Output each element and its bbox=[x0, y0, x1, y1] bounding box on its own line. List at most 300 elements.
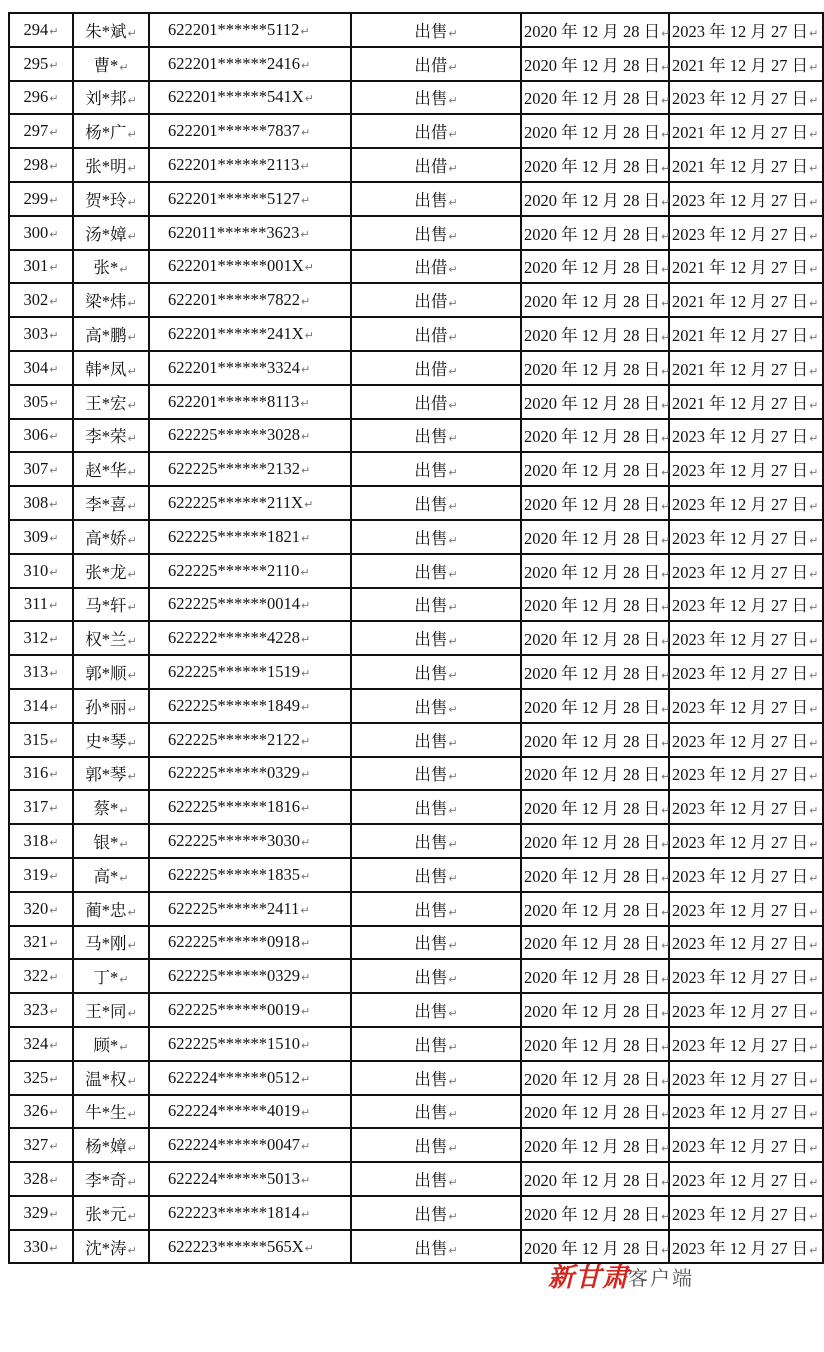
holder-name: 高* bbox=[93, 866, 119, 886]
end-date: 2023 年 12 月 27 日 bbox=[672, 799, 809, 819]
return-mark: ↵ bbox=[301, 58, 311, 72]
end-date: 2021 年 12 月 27 日 bbox=[672, 393, 809, 413]
holder-name-cell bbox=[73, 283, 149, 317]
return-mark: ↵ bbox=[448, 702, 458, 716]
return-mark: ↵ bbox=[448, 26, 458, 40]
end-date: 2023 年 12 月 27 日 bbox=[672, 697, 809, 717]
transaction-type-cell bbox=[351, 790, 521, 824]
holder-name: 杨*广 bbox=[85, 123, 127, 143]
return-mark: ↵ bbox=[809, 297, 819, 311]
holder-name: 李*奇 bbox=[85, 1170, 127, 1190]
return-mark: ↵ bbox=[661, 939, 671, 953]
transaction-type: 出售 bbox=[414, 21, 448, 41]
start-date-cell bbox=[521, 81, 669, 115]
start-date-cell bbox=[521, 452, 669, 486]
return-mark: ↵ bbox=[448, 331, 458, 345]
holder-name: 王*同 bbox=[85, 1002, 127, 1021]
table-row bbox=[9, 790, 823, 824]
return-mark: ↵ bbox=[661, 229, 671, 243]
transaction-type-cell bbox=[351, 317, 521, 351]
return-mark: ↵ bbox=[49, 1241, 59, 1255]
end-date: 2021 年 12 月 27 日 bbox=[672, 123, 809, 143]
return-mark: ↵ bbox=[49, 903, 59, 917]
return-mark: ↵ bbox=[448, 1007, 458, 1020]
start-date: 2020 年 12 月 28 日 bbox=[524, 326, 661, 346]
holder-name: 李*荣 bbox=[85, 427, 127, 447]
id-number-cell bbox=[149, 858, 351, 892]
id-number-cell bbox=[149, 1230, 351, 1264]
holder-name: 蔺*忠 bbox=[85, 900, 127, 920]
holder-name-cell bbox=[73, 351, 149, 385]
return-mark: ↵ bbox=[49, 802, 59, 816]
row-number: 306 bbox=[23, 425, 49, 445]
id-number-cell bbox=[149, 13, 351, 47]
return-mark: ↵ bbox=[300, 565, 310, 579]
id-number: 622201******7822 bbox=[168, 290, 300, 310]
return-mark: ↵ bbox=[127, 432, 137, 446]
return-mark: ↵ bbox=[127, 297, 137, 311]
transaction-type: 出借 bbox=[414, 55, 448, 75]
return-mark: ↵ bbox=[127, 94, 137, 108]
table-row bbox=[9, 351, 823, 385]
return-mark: ↵ bbox=[448, 60, 458, 74]
return-mark: ↵ bbox=[661, 195, 671, 209]
holder-name: 蔡* bbox=[93, 799, 119, 819]
start-date: 2020 年 12 月 28 日 bbox=[524, 765, 661, 785]
return-mark: ↵ bbox=[119, 1040, 129, 1054]
row-number: 322 bbox=[23, 966, 49, 986]
return-mark: ↵ bbox=[127, 195, 137, 209]
row-number: 314 bbox=[23, 695, 49, 715]
return-mark: ↵ bbox=[300, 396, 310, 410]
table-row bbox=[9, 182, 823, 216]
table-row bbox=[9, 824, 823, 858]
return-mark: ↵ bbox=[301, 667, 311, 681]
transaction-type-cell bbox=[351, 250, 521, 284]
holder-name: 贺*玲 bbox=[85, 190, 127, 210]
return-mark: ↵ bbox=[49, 633, 59, 647]
holder-name: 韩*凤 bbox=[85, 359, 127, 379]
row-number: 319 bbox=[23, 864, 49, 884]
holder-name: 张* bbox=[93, 258, 119, 278]
table-row bbox=[9, 114, 823, 148]
transaction-type-cell bbox=[351, 689, 521, 723]
return-mark: ↵ bbox=[127, 331, 137, 345]
return-mark: ↵ bbox=[301, 599, 311, 613]
holder-name-cell bbox=[73, 621, 149, 655]
records-table-body bbox=[9, 13, 823, 1263]
return-mark: ↵ bbox=[661, 1209, 671, 1223]
row-number: 304 bbox=[23, 357, 49, 377]
row-number-cell bbox=[9, 1162, 73, 1196]
id-number: 622224******4019 bbox=[168, 1101, 300, 1121]
end-date: 2023 年 12 月 27 日 bbox=[672, 528, 809, 548]
return-mark: ↵ bbox=[661, 770, 671, 784]
end-date-cell bbox=[669, 1128, 823, 1162]
start-date: 2020 年 12 月 28 日 bbox=[524, 1204, 661, 1224]
row-number-cell bbox=[9, 520, 73, 554]
row-number-cell bbox=[9, 926, 73, 960]
transaction-type: 出售 bbox=[414, 664, 448, 684]
transaction-type: 出售 bbox=[414, 1035, 448, 1055]
id-number-cell bbox=[149, 892, 351, 926]
return-mark: ↵ bbox=[809, 770, 819, 784]
id-number-cell bbox=[149, 250, 351, 284]
return-mark: ↵ bbox=[448, 939, 458, 953]
start-date-cell bbox=[521, 317, 669, 351]
id-number: 622225******0019 bbox=[168, 1000, 300, 1019]
end-date: 2021 年 12 月 27 日 bbox=[672, 55, 809, 75]
watermark-logo: 新甘肃 bbox=[548, 1263, 630, 1293]
return-mark: ↵ bbox=[301, 193, 311, 207]
id-number-cell bbox=[149, 588, 351, 622]
holder-name-cell bbox=[73, 148, 149, 182]
return-mark: ↵ bbox=[300, 24, 310, 38]
start-date: 2020 年 12 月 28 日 bbox=[524, 258, 661, 278]
holder-name-cell bbox=[73, 554, 149, 588]
return-mark: ↵ bbox=[49, 1106, 59, 1120]
id-number: 622225******211X bbox=[168, 493, 304, 513]
id-number: 622225******2132 bbox=[168, 459, 300, 479]
return-mark: ↵ bbox=[448, 432, 458, 446]
row-number: 324 bbox=[23, 1033, 49, 1053]
return-mark: ↵ bbox=[448, 635, 458, 649]
table-row bbox=[9, 1027, 823, 1061]
end-date: 2023 年 12 月 27 日 bbox=[672, 1238, 809, 1258]
row-number: 309 bbox=[23, 526, 49, 546]
start-date-cell bbox=[521, 689, 669, 723]
holder-name-cell bbox=[73, 1061, 149, 1095]
holder-name-cell bbox=[73, 1128, 149, 1162]
return-mark: ↵ bbox=[661, 635, 671, 649]
end-date-cell bbox=[669, 1230, 823, 1264]
transaction-type: 出售 bbox=[414, 596, 448, 616]
id-number: 622225******1519 bbox=[168, 662, 300, 682]
transaction-type: 出售 bbox=[414, 427, 448, 447]
end-date-cell bbox=[669, 452, 823, 486]
start-date: 2020 年 12 月 28 日 bbox=[524, 292, 661, 312]
start-date: 2020 年 12 月 28 日 bbox=[524, 1069, 661, 1089]
transaction-type: 出售 bbox=[414, 562, 448, 582]
return-mark: ↵ bbox=[661, 364, 671, 378]
return-mark: ↵ bbox=[301, 633, 311, 647]
holder-name-cell bbox=[73, 486, 149, 520]
holder-name: 杨*嫜 bbox=[85, 1137, 127, 1157]
return-mark: ↵ bbox=[661, 398, 671, 412]
start-date-cell bbox=[521, 216, 669, 250]
return-mark: ↵ bbox=[661, 26, 671, 40]
end-date-cell bbox=[669, 993, 823, 1027]
return-mark: ↵ bbox=[301, 700, 311, 714]
end-date-cell bbox=[669, 81, 823, 115]
id-number: 622225******2411 bbox=[168, 898, 300, 918]
return-mark: ↵ bbox=[304, 92, 314, 106]
return-mark: ↵ bbox=[127, 364, 137, 378]
start-date: 2020 年 12 月 28 日 bbox=[524, 461, 661, 481]
holder-name: 丁* bbox=[93, 968, 119, 988]
return-mark: ↵ bbox=[49, 1173, 59, 1187]
start-date: 2020 年 12 月 28 日 bbox=[524, 664, 661, 684]
transaction-type-cell bbox=[351, 621, 521, 655]
row-number: 305 bbox=[23, 391, 49, 411]
holder-name-cell bbox=[73, 959, 149, 993]
end-date-cell bbox=[669, 13, 823, 47]
transaction-type: 出售 bbox=[414, 528, 448, 548]
table-row bbox=[9, 554, 823, 588]
holder-name: 张*明 bbox=[85, 157, 127, 177]
table-row bbox=[9, 250, 823, 284]
row-number-cell bbox=[9, 621, 73, 655]
start-date-cell bbox=[521, 959, 669, 993]
return-mark: ↵ bbox=[661, 263, 671, 277]
return-mark: ↵ bbox=[661, 432, 671, 446]
return-mark: ↵ bbox=[119, 838, 129, 852]
transaction-type: 出售 bbox=[414, 833, 448, 853]
holder-name: 王*宏 bbox=[85, 393, 127, 413]
return-mark: ↵ bbox=[661, 804, 671, 818]
transaction-type-cell bbox=[351, 148, 521, 182]
return-mark: ↵ bbox=[301, 869, 311, 883]
return-mark: ↵ bbox=[304, 329, 314, 343]
row-number-cell bbox=[9, 824, 73, 858]
start-date-cell bbox=[521, 148, 669, 182]
row-number: 328 bbox=[23, 1168, 49, 1188]
return-mark: ↵ bbox=[661, 466, 671, 480]
return-mark: ↵ bbox=[448, 804, 458, 818]
return-mark: ↵ bbox=[809, 1108, 819, 1122]
holder-name-cell bbox=[73, 1027, 149, 1061]
return-mark: ↵ bbox=[661, 297, 671, 311]
transaction-type: 出售 bbox=[414, 224, 448, 244]
row-number-cell bbox=[9, 1128, 73, 1162]
transaction-type: 出售 bbox=[414, 866, 448, 886]
transaction-type: 出借 bbox=[414, 292, 448, 312]
return-mark: ↵ bbox=[661, 1243, 671, 1257]
table-row bbox=[9, 385, 823, 419]
return-mark: ↵ bbox=[809, 669, 819, 683]
id-number: 622225******1849 bbox=[168, 695, 300, 715]
start-date: 2020 年 12 月 28 日 bbox=[524, 21, 661, 41]
id-number: 622225******2110 bbox=[168, 560, 300, 580]
row-number-cell bbox=[9, 723, 73, 757]
row-number: 296 bbox=[23, 87, 49, 107]
end-date: 2021 年 12 月 27 日 bbox=[672, 157, 809, 177]
return-mark: ↵ bbox=[661, 702, 671, 716]
transaction-type-cell bbox=[351, 520, 521, 554]
return-mark: ↵ bbox=[809, 1209, 819, 1223]
row-number: 320 bbox=[23, 898, 49, 918]
return-mark: ↵ bbox=[49, 700, 59, 714]
end-date-cell bbox=[669, 621, 823, 655]
holder-name: 李*喜 bbox=[85, 495, 127, 515]
id-number: 622201******5112 bbox=[168, 19, 300, 39]
transaction-type: 出借 bbox=[414, 359, 448, 379]
return-mark: ↵ bbox=[448, 128, 458, 142]
holder-name: 温*权 bbox=[85, 1069, 127, 1089]
id-number-cell bbox=[149, 655, 351, 689]
start-date: 2020 年 12 月 28 日 bbox=[524, 190, 661, 210]
return-mark: ↵ bbox=[448, 229, 458, 243]
row-number: 325 bbox=[23, 1067, 49, 1087]
return-mark: ↵ bbox=[304, 1241, 314, 1255]
end-date-cell bbox=[669, 216, 823, 250]
id-number: 622222******4228 bbox=[168, 628, 300, 648]
row-number-cell bbox=[9, 13, 73, 47]
return-mark: ↵ bbox=[809, 804, 819, 818]
end-date-cell bbox=[669, 148, 823, 182]
return-mark: ↵ bbox=[809, 601, 819, 615]
holder-name-cell bbox=[73, 993, 149, 1027]
id-number-cell bbox=[149, 385, 351, 419]
table-row bbox=[9, 723, 823, 757]
return-mark: ↵ bbox=[49, 160, 59, 174]
end-date-cell bbox=[669, 47, 823, 81]
start-date: 2020 年 12 月 28 日 bbox=[524, 393, 661, 413]
start-date: 2020 年 12 月 28 日 bbox=[524, 562, 661, 582]
return-mark: ↵ bbox=[127, 736, 137, 750]
holder-name-cell bbox=[73, 858, 149, 892]
id-number: 622225******1816 bbox=[168, 797, 300, 817]
transaction-type-cell bbox=[351, 892, 521, 926]
return-mark: ↵ bbox=[809, 398, 819, 412]
table-row bbox=[9, 81, 823, 115]
holder-name-cell bbox=[73, 81, 149, 115]
row-number: 302 bbox=[23, 290, 49, 310]
end-date: 2023 年 12 月 27 日 bbox=[672, 596, 809, 616]
return-mark: ↵ bbox=[301, 126, 311, 140]
id-number: 622201******241X bbox=[168, 324, 304, 344]
transaction-type-cell bbox=[351, 283, 521, 317]
row-number-cell bbox=[9, 1230, 73, 1264]
row-number: 313 bbox=[23, 662, 49, 682]
return-mark: ↵ bbox=[301, 295, 311, 309]
return-mark: ↵ bbox=[809, 263, 819, 277]
end-date: 2023 年 12 月 27 日 bbox=[672, 731, 809, 751]
start-date: 2020 年 12 月 28 日 bbox=[524, 359, 661, 379]
end-date-cell bbox=[669, 790, 823, 824]
table-row bbox=[9, 317, 823, 351]
id-number-cell bbox=[149, 81, 351, 115]
id-number-cell bbox=[149, 452, 351, 486]
transaction-type: 出售 bbox=[414, 89, 448, 109]
return-mark: ↵ bbox=[127, 770, 137, 784]
start-date-cell bbox=[521, 926, 669, 960]
table-row bbox=[9, 892, 823, 926]
transaction-type-cell bbox=[351, 824, 521, 858]
end-date: 2023 年 12 月 27 日 bbox=[672, 1035, 809, 1055]
transaction-type: 出售 bbox=[414, 731, 448, 751]
return-mark: ↵ bbox=[809, 60, 819, 74]
return-mark: ↵ bbox=[127, 1243, 137, 1257]
transaction-type-cell bbox=[351, 1196, 521, 1230]
start-date-cell bbox=[521, 1196, 669, 1230]
table-row bbox=[9, 1162, 823, 1196]
end-date-cell bbox=[669, 689, 823, 723]
end-date: 2023 年 12 月 27 日 bbox=[672, 1137, 809, 1157]
id-number: 622201******001X bbox=[168, 256, 304, 276]
return-mark: ↵ bbox=[809, 1175, 819, 1189]
start-date-cell bbox=[521, 182, 669, 216]
return-mark: ↵ bbox=[661, 736, 671, 750]
return-mark: ↵ bbox=[49, 937, 59, 951]
transaction-type: 出借 bbox=[414, 157, 448, 177]
holder-name: 汤*嫜 bbox=[85, 224, 127, 244]
id-number-cell bbox=[149, 47, 351, 81]
id-number-cell bbox=[149, 351, 351, 385]
table-row bbox=[9, 452, 823, 486]
return-mark: ↵ bbox=[448, 195, 458, 209]
end-date: 2023 年 12 月 27 日 bbox=[672, 833, 809, 853]
row-number-cell bbox=[9, 993, 73, 1027]
row-number: 329 bbox=[23, 1202, 49, 1222]
id-number-cell bbox=[149, 114, 351, 148]
row-number: 308 bbox=[23, 493, 49, 513]
transaction-type: 出借 bbox=[414, 326, 448, 346]
return-mark: ↵ bbox=[661, 1007, 671, 1020]
start-date: 2020 年 12 月 28 日 bbox=[524, 1103, 661, 1123]
end-date-cell bbox=[669, 554, 823, 588]
start-date-cell bbox=[521, 554, 669, 588]
holder-name: 顾* bbox=[93, 1035, 119, 1055]
return-mark: ↵ bbox=[301, 531, 311, 545]
id-number: 622225******0014 bbox=[168, 594, 300, 614]
end-date: 2023 年 12 月 27 日 bbox=[672, 21, 809, 41]
table-row bbox=[9, 926, 823, 960]
return-mark: ↵ bbox=[661, 331, 671, 345]
row-number-cell bbox=[9, 250, 73, 284]
return-mark: ↵ bbox=[49, 667, 59, 681]
start-date-cell bbox=[521, 283, 669, 317]
row-number-cell bbox=[9, 757, 73, 791]
return-mark: ↵ bbox=[448, 1040, 458, 1054]
return-mark: ↵ bbox=[809, 973, 819, 987]
end-date: 2021 年 12 月 27 日 bbox=[672, 326, 809, 346]
return-mark: ↵ bbox=[300, 227, 310, 241]
holder-name-cell bbox=[73, 926, 149, 960]
start-date-cell bbox=[521, 1027, 669, 1061]
return-mark: ↵ bbox=[448, 297, 458, 311]
holder-name-cell bbox=[73, 520, 149, 554]
return-mark: ↵ bbox=[49, 58, 59, 72]
return-mark: ↵ bbox=[448, 770, 458, 784]
return-mark: ↵ bbox=[809, 702, 819, 716]
return-mark: ↵ bbox=[448, 905, 458, 919]
end-date-cell bbox=[669, 486, 823, 520]
transaction-type-cell bbox=[351, 486, 521, 520]
return-mark: ↵ bbox=[49, 329, 59, 343]
row-number: 310 bbox=[23, 560, 49, 580]
start-date: 2020 年 12 月 28 日 bbox=[524, 123, 661, 143]
end-date-cell bbox=[669, 283, 823, 317]
return-mark: ↵ bbox=[119, 263, 129, 277]
return-mark: ↵ bbox=[127, 1142, 137, 1156]
row-number: 330 bbox=[23, 1236, 49, 1256]
transaction-type-cell bbox=[351, 1162, 521, 1196]
transaction-type: 出售 bbox=[414, 934, 448, 954]
return-mark: ↵ bbox=[301, 937, 311, 951]
return-mark: ↵ bbox=[127, 939, 137, 953]
return-mark: ↵ bbox=[127, 466, 137, 480]
row-number-cell bbox=[9, 182, 73, 216]
row-number: 297 bbox=[23, 121, 49, 141]
start-date-cell bbox=[521, 993, 669, 1027]
holder-name-cell bbox=[73, 689, 149, 723]
return-mark: ↵ bbox=[301, 1005, 311, 1018]
return-mark: ↵ bbox=[661, 1142, 671, 1156]
transaction-type-cell bbox=[351, 81, 521, 115]
return-mark: ↵ bbox=[49, 24, 59, 38]
transaction-type: 出售 bbox=[414, 765, 448, 785]
